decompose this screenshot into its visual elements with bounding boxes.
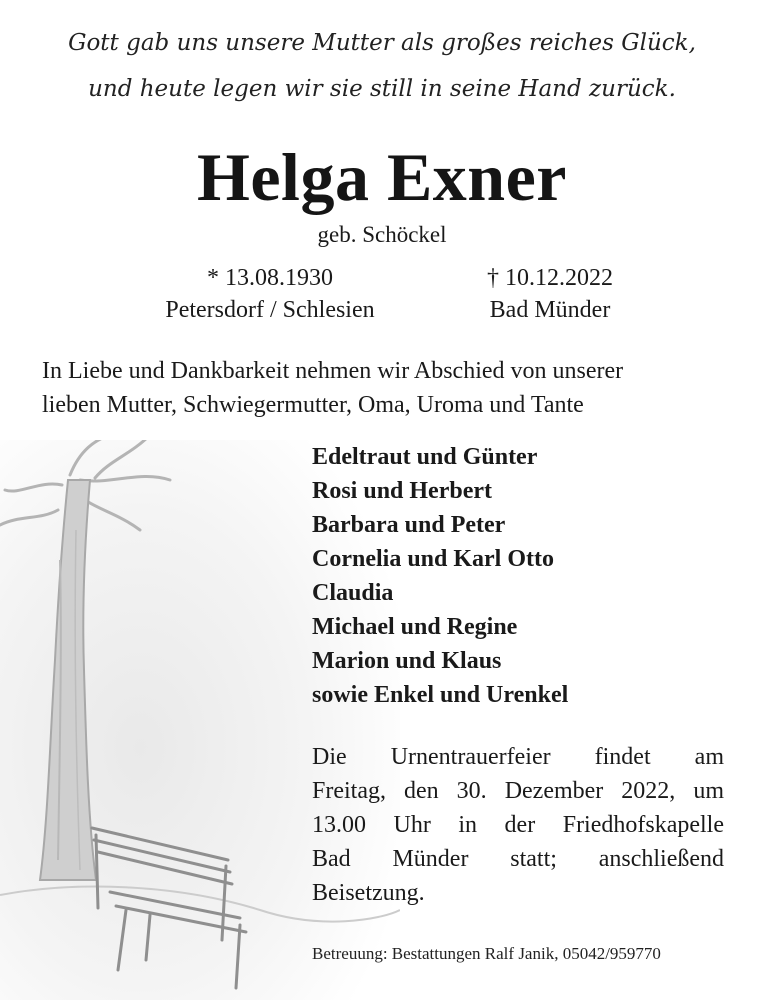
funeral-home-contact: Betreuung: Bestattungen Ralf Janik, 05042/959770 xyxy=(312,944,661,963)
mourner-item: Rosi und Herbert xyxy=(312,478,492,504)
mourner-item: Michael und Regine xyxy=(312,614,518,640)
mourners-list xyxy=(312,440,732,712)
intro-text xyxy=(42,354,732,422)
mourner-item: Edeltraut und Günter xyxy=(312,444,538,470)
mourner-item: Claudia xyxy=(312,580,394,606)
ceremony-line-1: Die Urnentrauerfeier findet am xyxy=(312,744,724,770)
mourner-item: Cornelia und Karl Otto xyxy=(312,546,555,572)
ceremony-line-3: 13.00 Uhr in der Friedhofskapelle xyxy=(312,812,724,838)
deceased-name: Helga Exner xyxy=(196,139,567,215)
maiden-name: geb. Schöckel xyxy=(317,222,447,247)
mourner-item: Barbara und Peter xyxy=(312,512,506,538)
mourner-item: sowie Enkel und Urenkel xyxy=(312,682,569,708)
intro-line-1: In Liebe und Dankbarkeit nehmen wir Abschied von unserer xyxy=(42,358,624,384)
death-place: Bad Münder xyxy=(489,297,611,323)
ceremony-line-2: Freitag, den 30. Dezember 2022, um xyxy=(312,778,724,804)
ceremony-line-5: Beisetzung. xyxy=(312,880,425,906)
death-date: † 10.12.2022 xyxy=(487,265,613,291)
motto-line-1: Gott gab uns unsere Mutter als großes reiches Glück, xyxy=(68,30,696,56)
birth-info xyxy=(130,262,410,326)
birth-place: Petersdorf / Schlesien xyxy=(165,297,375,323)
intro-line-2: lieben Mutter, Schwiegermutter, Oma, Uroma und Tante xyxy=(42,392,584,418)
mourner-item: Marion und Klaus xyxy=(312,648,502,674)
ceremony-line-4: Bad Münder statt; anschließend xyxy=(312,846,724,872)
motto-line-2: und heute legen wir sie still in seine Hand zurück. xyxy=(88,76,676,102)
death-info xyxy=(430,262,670,326)
ceremony-notice xyxy=(312,740,724,910)
birth-date: * 13.08.1930 xyxy=(207,265,333,291)
